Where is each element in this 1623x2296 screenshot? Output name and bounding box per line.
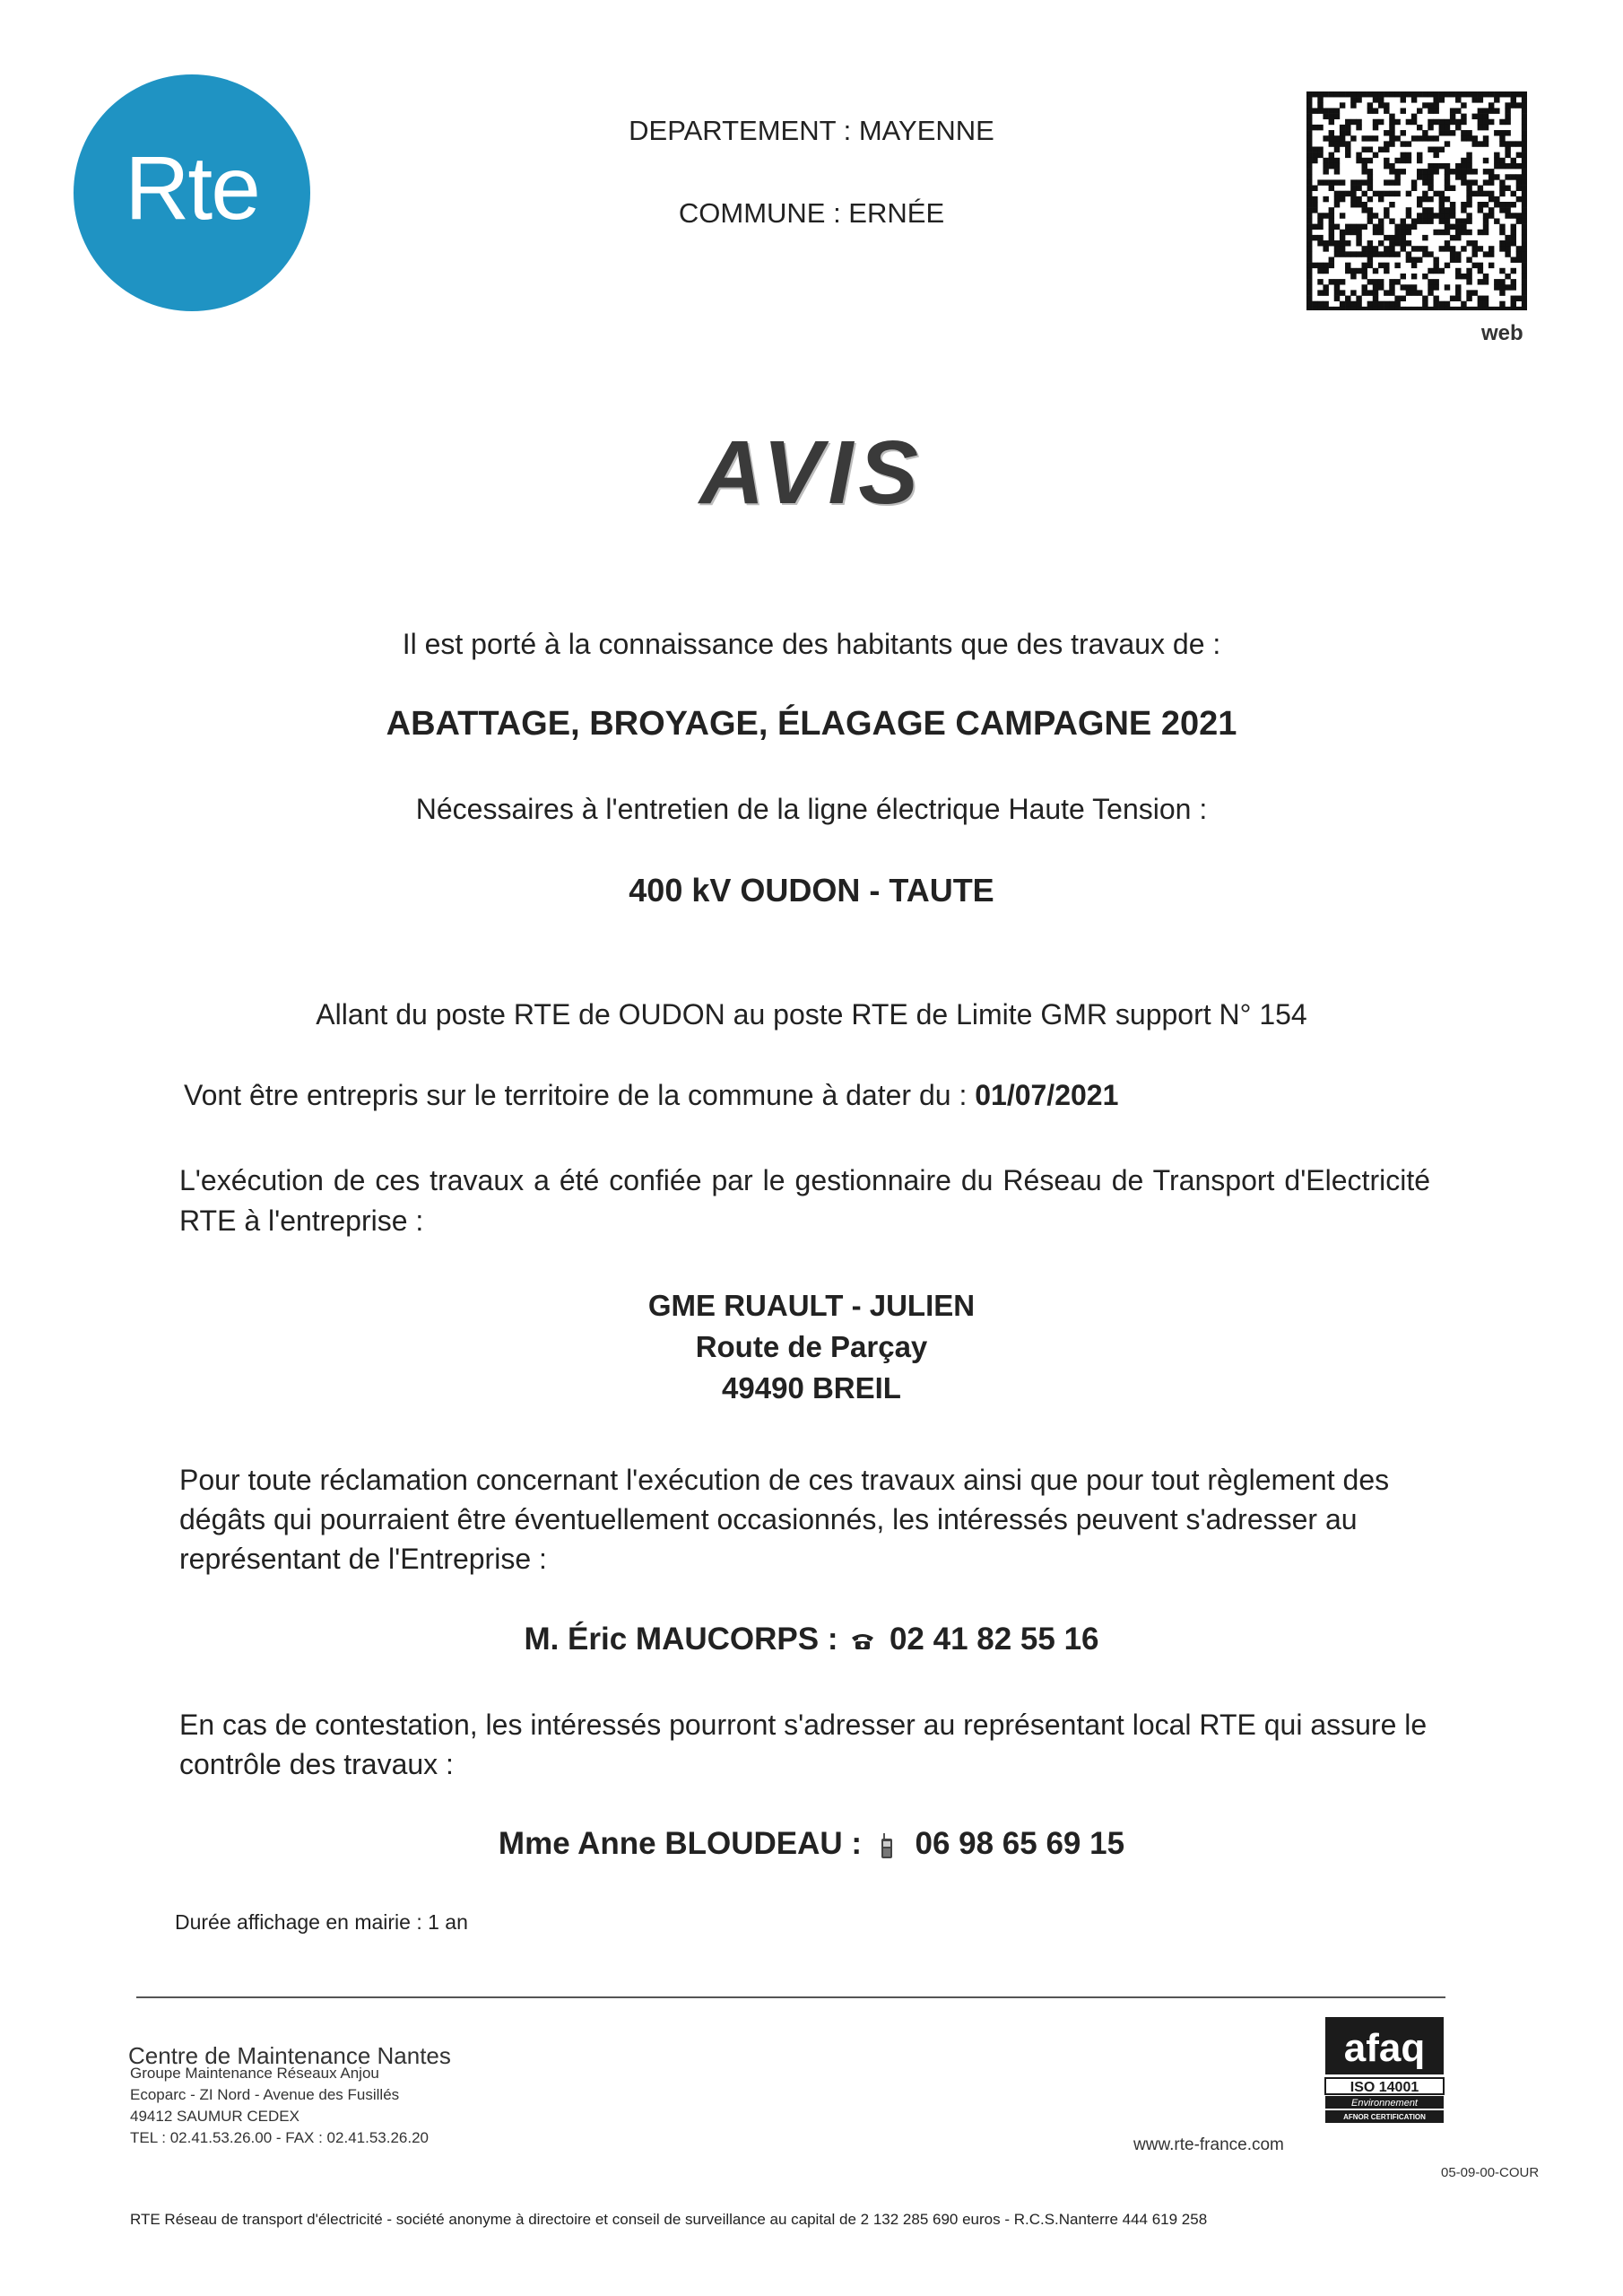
afaq-standard: ISO 14001 bbox=[1350, 2080, 1419, 2095]
intro-text: Il est porté à la connaissance des habitants que des travaux de : bbox=[402, 628, 1221, 660]
display-duration: Durée affichage en mairie : 1 an bbox=[175, 1910, 468, 1934]
start-text: Vont être entrepris sur le territoire de la commune à dater du : bbox=[184, 1079, 976, 1111]
necessity-text: Nécessaires à l'entretien de la ligne électrique Haute Tension : bbox=[415, 793, 1208, 825]
mobile-phone-icon bbox=[878, 1831, 898, 1860]
route-text: Allant du poste RTE de OUDON au poste RTE de Limite GMR support N° 154 bbox=[316, 998, 1307, 1031]
rte-logo bbox=[74, 74, 310, 311]
footer-address bbox=[130, 2063, 429, 2149]
start-date: 01/07/2021 bbox=[975, 1079, 1119, 1111]
contestation-text: En cas de contestation, les intéressés pourront s'adresser au représentant local RTE qui assure le contrôle des travaux : bbox=[179, 1709, 1428, 1780]
contact-company-name: M. Éric MAUCORPS : bbox=[524, 1622, 838, 1657]
footer-line: TEL : 02.41.53.26.00 - FAX : 02.41.53.26.20 bbox=[130, 2129, 429, 2146]
departement-line: DEPARTEMENT : MAYENNE bbox=[629, 115, 994, 146]
company-city: 49490 BREIL bbox=[722, 1371, 901, 1405]
company-block bbox=[0, 1285, 1623, 1409]
contact-company bbox=[0, 1622, 1623, 1657]
legal-notice: RTE Réseau de transport d'électricité - société anonyme à directoire et conseil de surveillance au capital de 2 132 285 690 euros - R.C.S.Nanterre 444 619 258 bbox=[130, 2211, 1208, 2228]
contact-company-phone: 02 41 82 55 16 bbox=[889, 1622, 1099, 1657]
footer-line: Groupe Maintenance Réseaux Anjou bbox=[130, 2065, 379, 2082]
maintenance-center-name: Centre de Maintenance Nantes bbox=[128, 2042, 451, 2069]
afaq-iso-14001-logo bbox=[1323, 2010, 1446, 2125]
footer-line: 49412 SAUMUR CEDEX bbox=[130, 2108, 299, 2125]
company-name: GME RUAULT - JULIEN bbox=[647, 1289, 976, 1322]
start-line bbox=[184, 1079, 1118, 1112]
afaq-cert: AFNOR CERTIFICATION bbox=[1343, 2113, 1426, 2121]
notice-title: AVIS bbox=[699, 422, 924, 523]
footer-divider bbox=[136, 1996, 1445, 1998]
works-title: ABATTAGE, BROYAGE, ÉLAGAGE CAMPAGNE 2021 bbox=[386, 705, 1237, 743]
contact-rte-phone: 06 98 65 69 15 bbox=[915, 1826, 1125, 1861]
line-name: 400 kV OUDON - TAUTE bbox=[629, 872, 994, 909]
qr-code bbox=[1306, 91, 1527, 310]
telephone-icon bbox=[850, 1631, 875, 1651]
contact-rte bbox=[0, 1826, 1623, 1862]
execution-text: L'exécution de ces travaux a été confiée par le gestionnaire du Réseau de Transport d'Electricité RTE à l'entreprise : bbox=[179, 1164, 1430, 1237]
website-text: www.rte-france.com bbox=[1133, 2135, 1284, 2154]
rte-logo-text: Rte bbox=[125, 137, 259, 239]
claims-text: Pour toute réclamation concernant l'exécution de ces travaux ainsi que pour tout règlement des dégâts qui pourraient être éventuellement occasionnés, les intéressés peuvent s'adresser au représentant de l'Entreprise : bbox=[179, 1464, 1390, 1575]
document-reference: 05-09-00-COUR bbox=[1441, 2165, 1540, 2180]
qr-web-label: web bbox=[1481, 321, 1523, 345]
footer-line: Ecoparc - ZI Nord - Avenue des Fusillés bbox=[130, 2086, 400, 2103]
afaq-scope: Environnement bbox=[1351, 2098, 1418, 2109]
company-street: Route de Parçay bbox=[695, 1330, 928, 1363]
contact-rte-name: Mme Anne BLOUDEAU : bbox=[498, 1826, 863, 1861]
afaq-brand: afaq bbox=[1343, 2026, 1426, 2070]
commune-line: COMMUNE : ERNÉE bbox=[678, 197, 945, 229]
